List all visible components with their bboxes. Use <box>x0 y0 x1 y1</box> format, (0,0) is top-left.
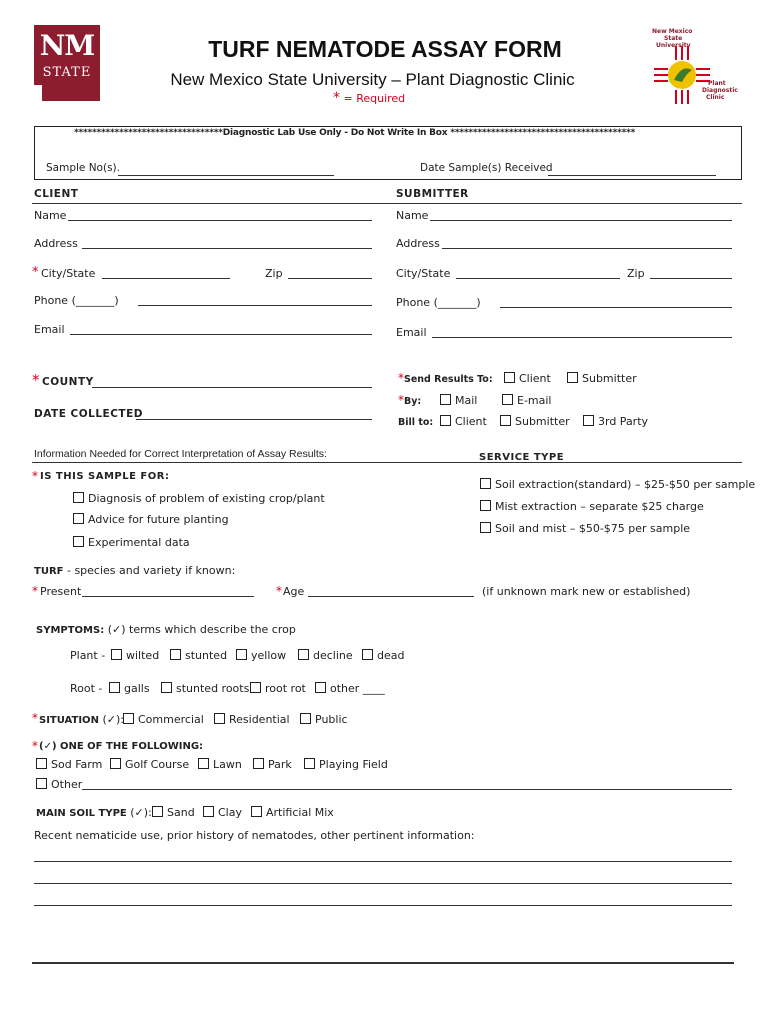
dead-label: dead <box>377 649 405 662</box>
recent-line-1[interactable] <box>34 861 732 862</box>
lab-banner: *********************************Diagnostic Lab Use Only - Do Not Write In Box ***************************************** <box>74 128 636 138</box>
commercial-option[interactable] <box>123 713 204 726</box>
experimental-label: Experimental data <box>88 536 190 549</box>
submitter-city-field[interactable] <box>456 278 620 279</box>
root-rot-label: root rot <box>265 682 306 695</box>
client-zip-label: Zip <box>265 267 283 280</box>
recent-line-3[interactable] <box>34 905 732 906</box>
sand-checkbox[interactable] <box>152 806 163 817</box>
residential-label: Residential <box>229 713 290 726</box>
sand-option[interactable] <box>152 806 195 819</box>
soil-extraction-option[interactable] <box>480 478 755 491</box>
lawn-checkbox[interactable] <box>198 758 209 769</box>
age-field[interactable] <box>308 596 474 597</box>
logo-nm-text: NM <box>39 29 95 62</box>
submitter-name-label: Name <box>396 209 429 222</box>
logo-univ-line2: State <box>664 35 683 42</box>
county-label: COUNTY <box>42 376 94 388</box>
info-divider <box>32 462 742 463</box>
park-label: Park <box>268 758 292 771</box>
client-address-field[interactable] <box>82 248 372 249</box>
public-label: Public <box>315 713 348 726</box>
clay-option[interactable] <box>203 806 242 819</box>
root-rot-option[interactable] <box>250 682 306 695</box>
age-required: * <box>276 584 282 598</box>
situation-check: (✓): <box>102 713 124 726</box>
by-email-checkbox[interactable] <box>502 394 513 405</box>
recent-label: Recent nematicide use, prior history of nematodes, other pertinent information: <box>34 829 475 842</box>
experimental-option[interactable] <box>73 536 190 549</box>
soil-type-row <box>36 806 152 819</box>
residential-checkbox[interactable] <box>214 713 225 724</box>
turf-label: TURF <box>34 566 64 577</box>
sample-no-label: Sample No(s). <box>46 162 120 174</box>
stunted-label: stunted <box>185 649 228 662</box>
send-submitter-label: Submitter <box>582 372 637 385</box>
public-checkbox[interactable] <box>300 713 311 724</box>
artificial-label: Artificial Mix <box>266 806 334 819</box>
sod-farm-label: Sod Farm <box>51 758 103 771</box>
bill-client-option[interactable] <box>440 415 487 428</box>
by-required: * <box>398 393 404 407</box>
soil-mist-label: Soil and mist – $50-$75 per sample <box>495 522 691 535</box>
soil-mist-option[interactable] <box>480 522 690 535</box>
dead-option[interactable] <box>362 649 404 662</box>
stunted-roots-option[interactable] <box>161 682 249 695</box>
galls-label: galls <box>124 682 150 695</box>
date-received-label: Date Sample(s) Received <box>420 162 553 174</box>
turf-species-label: - species and variety if known: <box>63 564 236 577</box>
diagnosis-label: Diagnosis of problem of existing crop/plant <box>88 492 325 505</box>
by-email-label: E-mail <box>517 394 552 407</box>
county-required: * <box>32 371 40 389</box>
bill-third-option[interactable] <box>583 415 648 428</box>
soil-type-check: (✓): <box>130 806 152 819</box>
lawn-option[interactable] <box>198 758 242 771</box>
galls-option[interactable] <box>109 682 150 695</box>
send-client-checkbox[interactable] <box>504 372 515 383</box>
playing-field-option[interactable] <box>304 758 388 771</box>
mist-extraction-option[interactable] <box>480 500 704 513</box>
client-email-label: Email <box>34 323 65 336</box>
sample-no-line <box>118 175 334 176</box>
client-city-required: * <box>32 265 39 280</box>
send-results-label: Send Results To: <box>404 374 493 385</box>
dead-checkbox[interactable] <box>362 649 373 660</box>
required-star: * <box>333 90 340 106</box>
yellow-checkbox[interactable] <box>236 649 247 660</box>
sand-label: Sand <box>167 806 195 819</box>
mist-extraction-checkbox[interactable] <box>480 500 491 511</box>
other-checkbox[interactable] <box>36 778 47 789</box>
symptoms-desc: terms which describe the crop <box>125 623 296 636</box>
county-field[interactable] <box>92 387 372 388</box>
submitter-zip-label: Zip <box>627 267 645 280</box>
diagnosis-option[interactable] <box>73 492 325 505</box>
golf-course-checkbox[interactable] <box>110 758 121 769</box>
advice-option[interactable] <box>73 513 229 526</box>
bill-submitter-option[interactable] <box>500 415 570 428</box>
park-option[interactable] <box>253 758 292 771</box>
diagnosis-checkbox[interactable] <box>73 492 84 503</box>
by-email-option[interactable] <box>502 394 552 407</box>
other-option[interactable] <box>36 778 82 791</box>
submitter-email-field[interactable] <box>432 337 732 338</box>
sample-for-label: IS THIS SAMPLE FOR: <box>40 471 170 482</box>
decline-checkbox[interactable] <box>298 649 309 660</box>
galls-checkbox[interactable] <box>109 682 120 693</box>
age-label: Age <box>283 585 305 598</box>
send-client-label: Client <box>519 372 551 385</box>
root-other-label: other ____ <box>330 682 385 695</box>
by-mail-option[interactable] <box>440 394 477 407</box>
stunted-roots-checkbox[interactable] <box>161 682 172 693</box>
by-mail-checkbox[interactable] <box>440 394 451 405</box>
present-required: * <box>32 584 38 598</box>
send-submitter-checkbox[interactable] <box>567 372 578 383</box>
bill-third-checkbox[interactable] <box>583 415 594 426</box>
client-phone-field[interactable] <box>138 305 372 306</box>
soil-extraction-checkbox[interactable] <box>480 478 491 489</box>
clay-label: Clay <box>218 806 242 819</box>
send-submitter-option[interactable] <box>567 372 637 385</box>
submitter-address-field[interactable] <box>442 248 732 249</box>
other-field[interactable] <box>82 789 732 790</box>
submitter-city-label: City/State <box>396 267 451 280</box>
submitter-phone-field[interactable] <box>500 307 732 308</box>
section-divider <box>32 203 742 204</box>
artificial-checkbox[interactable] <box>251 806 262 817</box>
situation-required: * <box>32 711 38 725</box>
yellow-label: yellow <box>251 649 287 662</box>
client-name-field[interactable] <box>68 220 372 221</box>
by-mail-label: Mail <box>455 394 478 407</box>
wilted-option[interactable] <box>111 649 159 662</box>
public-option[interactable] <box>300 713 348 726</box>
sod-farm-checkbox[interactable] <box>36 758 47 769</box>
date-collected-label: DATE COLLECTED <box>34 408 143 420</box>
client-email-field[interactable] <box>70 334 372 335</box>
symptoms-row <box>36 623 296 636</box>
root-other-option[interactable] <box>315 682 385 695</box>
mist-extraction-label: Mist extraction – separate $25 charge <box>495 500 704 513</box>
bill-submitter-label: Submitter <box>515 415 570 428</box>
decline-option[interactable] <box>298 649 353 662</box>
logo-clinic-line2: Diagnostic <box>702 87 738 94</box>
advice-label: Advice for future planting <box>88 513 229 526</box>
symptoms-check: (✓) <box>107 623 126 636</box>
by-label: By: <box>404 396 422 407</box>
stunted-checkbox[interactable] <box>170 649 181 660</box>
playing-field-checkbox[interactable] <box>304 758 315 769</box>
golf-course-option[interactable] <box>110 758 189 771</box>
client-address-label: Address <box>34 237 78 250</box>
page-title: TURF NEMATODE ASSAY FORM <box>208 36 562 62</box>
age-hint: (if unknown mark new or established) <box>482 585 691 598</box>
sample-for-required: * <box>32 469 38 483</box>
submitter-email-label: Email <box>396 326 427 339</box>
client-heading: CLIENT <box>34 188 79 200</box>
golf-course-label: Golf Course <box>125 758 190 771</box>
bill-client-label: Client <box>455 415 487 428</box>
symptoms-label: SYMPTOMS: <box>36 625 105 636</box>
stunted-roots-label: stunted roots <box>176 682 250 695</box>
present-field[interactable] <box>82 596 254 597</box>
required-note <box>333 90 405 106</box>
submitter-zip-field[interactable] <box>650 278 732 279</box>
lawn-label: Lawn <box>213 758 242 771</box>
recent-line-2[interactable] <box>34 883 732 884</box>
logo-clinic-line1: Plant <box>708 80 726 87</box>
submitter-phone-label: Phone (_______) <box>396 296 481 309</box>
submitter-address-label: Address <box>396 237 440 250</box>
one-of-required: * <box>32 739 38 753</box>
submitter-heading: SUBMITTER <box>396 188 469 200</box>
logo-state-text: STATE <box>42 65 92 80</box>
playing-field-label: Playing Field <box>319 758 388 771</box>
info-heading: Information Needed for Correct Interpretation of Assay Results: <box>34 448 327 460</box>
logo-univ-line3: University <box>656 42 691 49</box>
present-label: Present <box>40 585 82 598</box>
logo-clinic-line3: Clinic <box>706 94 725 101</box>
client-phone-label: Phone (_______) <box>34 294 119 307</box>
clay-checkbox[interactable] <box>203 806 214 817</box>
wilted-label: wilted <box>126 649 160 662</box>
situation-row <box>39 713 124 726</box>
soil-extraction-label: Soil extraction(standard) – $25-$50 per sample <box>495 478 756 491</box>
client-zip-field[interactable] <box>288 278 372 279</box>
park-checkbox[interactable] <box>253 758 264 769</box>
send-required: * <box>398 371 404 385</box>
date-received-line <box>548 175 716 176</box>
soil-mist-checkbox[interactable] <box>480 522 491 533</box>
other-label: Other <box>51 778 83 791</box>
situation-label: SITUATION <box>39 715 99 726</box>
bill-third-label: 3rd Party <box>598 415 649 428</box>
plant-label: Plant - <box>70 649 106 662</box>
sod-farm-option[interactable] <box>36 758 102 771</box>
required-text: = Required <box>340 92 406 105</box>
residential-option[interactable] <box>214 713 290 726</box>
commercial-checkbox[interactable] <box>123 713 134 724</box>
one-of-label: (✓) ONE OF THE FOLLOWING: <box>39 741 204 752</box>
logo-univ-line1: New Mexico <box>652 28 693 35</box>
bill-submitter-checkbox[interactable] <box>500 415 511 426</box>
date-collected-field[interactable] <box>136 419 372 420</box>
wilted-checkbox[interactable] <box>111 649 122 660</box>
root-other-checkbox[interactable] <box>315 682 326 693</box>
page-subtitle: New Mexico State University – Plant Diagnostic Clinic <box>170 70 575 89</box>
submitter-name-field[interactable] <box>430 220 732 221</box>
send-client-option[interactable] <box>504 372 551 385</box>
client-city-field[interactable] <box>102 278 230 279</box>
footer-rule <box>32 962 734 964</box>
turf-row <box>34 564 235 577</box>
stunted-option[interactable] <box>170 649 227 662</box>
bill-to-label: Bill to: <box>398 417 434 428</box>
experimental-checkbox[interactable] <box>73 536 84 547</box>
yellow-option[interactable] <box>236 649 286 662</box>
soil-type-label: MAIN SOIL TYPE <box>36 808 127 819</box>
bill-client-checkbox[interactable] <box>440 415 451 426</box>
advice-checkbox[interactable] <box>73 513 84 524</box>
root-rot-checkbox[interactable] <box>250 682 261 693</box>
root-label: Root - <box>70 682 103 695</box>
decline-label: decline <box>313 649 353 662</box>
client-name-label: Name <box>34 209 67 222</box>
commercial-label: Commercial <box>138 713 204 726</box>
service-heading: SERVICE TYPE <box>479 452 565 463</box>
client-city-label: City/State <box>41 267 96 280</box>
artificial-option[interactable] <box>251 806 334 819</box>
